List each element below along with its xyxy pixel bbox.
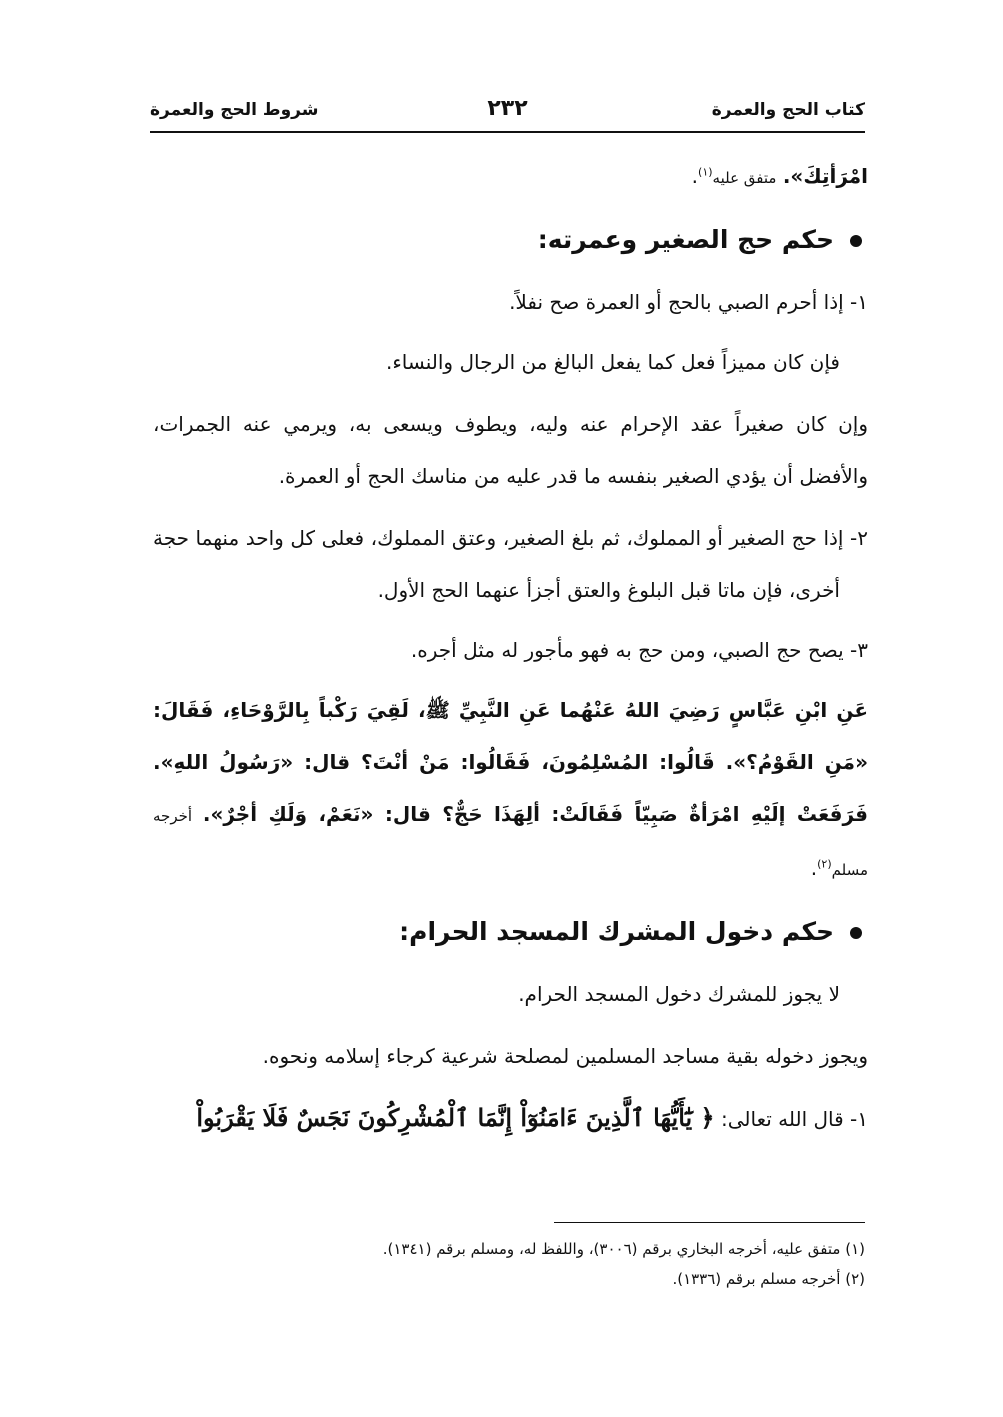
bullet-icon xyxy=(850,235,862,247)
rule-item-1: ١- إذا أحرم الصبي بالحج أو العمرة صح نفلاً. xyxy=(509,290,868,314)
footnote-divider xyxy=(554,1222,865,1223)
paragraph-other-mosques: ويجوز دخوله بقية مساجد المسلمين لمصلحة شرعية كرجاء إسلامه ونحوه. xyxy=(262,1044,868,1068)
rule-item-3: ٣- يصح حج الصبي، ومن حج به فهو مأجور له مثل أجره. xyxy=(410,638,868,662)
header-divider xyxy=(150,131,865,133)
hadith-paragraph xyxy=(153,684,868,896)
hadith-source: أخرجه مسلم xyxy=(153,807,868,879)
chapter-title: شروط الحج والعمرة xyxy=(150,100,319,120)
opening-note: متفق عليه xyxy=(712,169,777,187)
opening-line xyxy=(153,150,868,204)
section-heading-minor-hajj xyxy=(153,214,868,266)
paragraph-not-permitted: لا يجوز للمشرك دخول المسجد الحرام. xyxy=(518,982,840,1006)
quran-verse: ﴿ يَٰٓأَيُّهَا ٱلَّذِينَ ءَامَنُوٓاْ إِنَّمَا ٱلْمُشْرِكُونَ نَجَسٌ فَلَا يَقْرَبُواْ xyxy=(196,1103,715,1132)
footnote-ref-2: (٢) xyxy=(817,857,832,871)
section-heading-text: حكم دخول المشرك المسجد الحرام: xyxy=(399,917,834,946)
bullet-icon xyxy=(850,927,862,939)
main-text xyxy=(153,150,868,1153)
book-title: كتاب الحج والعمرة xyxy=(711,100,865,120)
paragraph-young-child: وإن كان صغيراً عقد الإحرام عنه وليه، ويطوف ويسعى به، ويرمي عنه الجمرات، والأفضل أن يؤدي الصغير بنفسه ما قدر عليه من مناسك الحج أو العمرة. xyxy=(153,412,868,488)
hadith-text: عَنِ ابْنِ عَبَّاسٍ رَضِيَ اللهُ عَنْهُما عَنِ النَّبِيِّ ﷺ، لَقِيَ رَكْباً بِالرَّوْحَاءِ، فَقَالَ: «مَنِ القَوْمُ؟». قَالُوا: المُسْلِمُونَ، فَقَالُوا: مَنْ أنْتَ؟ قال: «رَسُولُ اللهِ». فَرَفَعَتْ إلَيْهِ امْرَأةٌ صَبِيّاً فَقَالَتْ: ألِهَذَا حَجٌّ؟ قال: «نَعَمْ، وَلَكِ أجْرٌ». xyxy=(153,698,868,826)
section-heading-polytheist-mosque xyxy=(153,906,868,958)
quran-lead: ١- قال الله تعالى: xyxy=(720,1107,868,1131)
footnote-2: (٢) أخرجه مسلم برقم (١٣٣٦). xyxy=(672,1270,865,1288)
running-header xyxy=(150,96,865,130)
opening-word: امْرَأتِكَ». xyxy=(782,164,868,188)
paragraph-discerning-child: فإن كان مميزاً فعل كما يفعل البالغ من الرجال والنساء. xyxy=(386,350,840,374)
section-heading-text: حكم حج الصغير وعمرته: xyxy=(537,225,834,254)
page-number: ٢٣٢ xyxy=(487,96,528,121)
footnote-ref-1: (١) xyxy=(698,165,713,179)
quran-citation-item xyxy=(153,1092,868,1145)
footnote-1: (١) متفق عليه، أخرجه البخاري برقم (٣٠٠٦)، واللفظ له، ومسلم برقم (١٣٤١). xyxy=(382,1240,865,1258)
footnotes xyxy=(153,1234,865,1294)
opening-end: . xyxy=(691,164,699,188)
rule-item-2: ٢- إذا حج الصغير أو المملوك، ثم بلغ الصغير، وعتق المملوك، فعلى كل واحد منهما حجة أخرى، فإن ماتا قبل البلوغ والعتق أجزأ عنهما الحج الأول. xyxy=(153,526,868,602)
hadith-end: . xyxy=(810,856,818,880)
